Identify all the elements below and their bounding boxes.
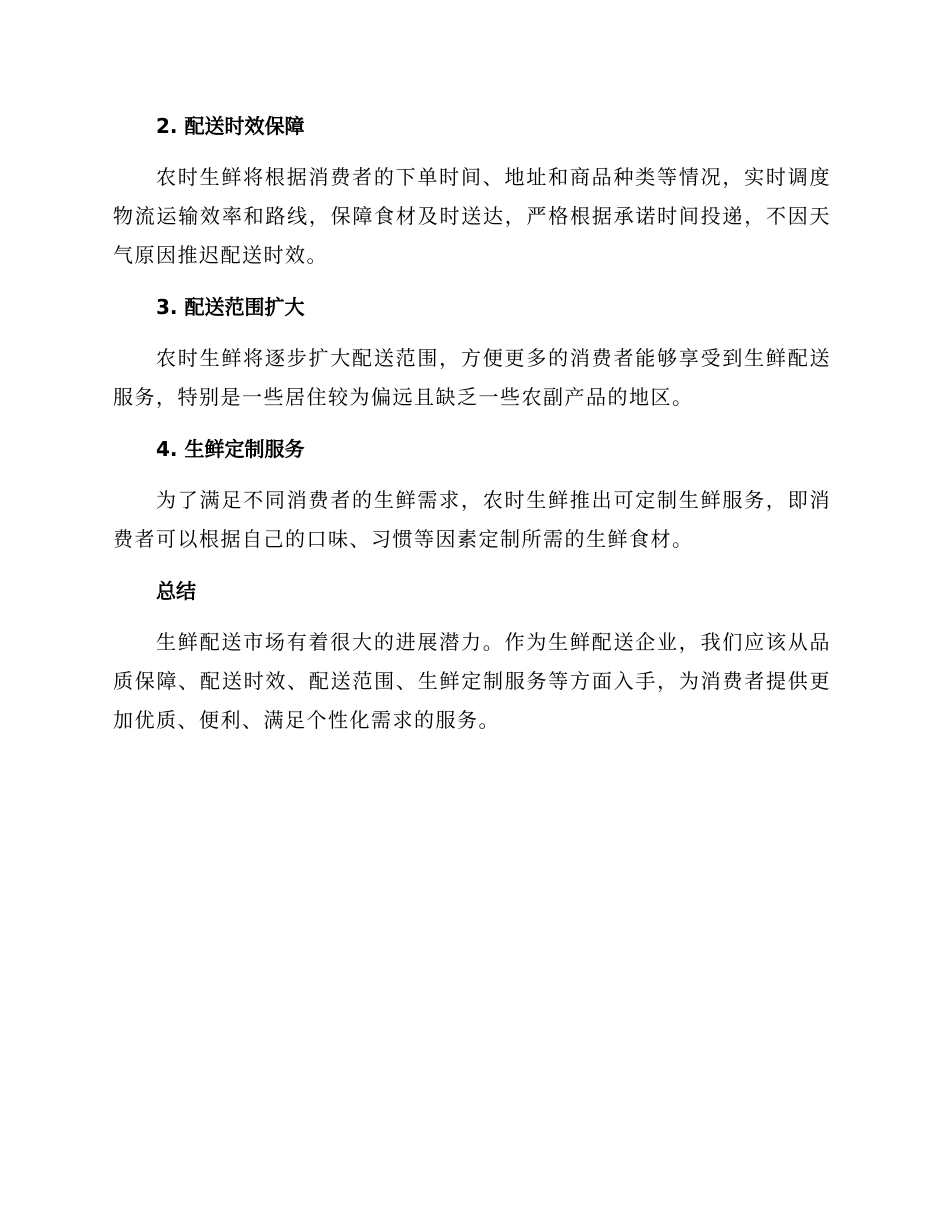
section-delivery-timeliness xyxy=(113,106,831,275)
section-paragraph: 农时生鲜将根据消费者的下单时间、地址和商品种类等情况，实时调度物流运输效率和路线，保障食材及时送达，严格根据承诺时间投递，不因天气原因推迟配送时效。 xyxy=(113,165,831,267)
section-summary xyxy=(113,571,831,740)
document-page xyxy=(113,106,831,752)
section-heading: 2. 配送时效保障 xyxy=(156,114,305,138)
section-paragraph: 农时生鲜将逐步扩大配送范围，方便更多的消费者能够享受到生鲜配送服务，特别是一些居住较为偏远且缺乏一些农副产品的地区。 xyxy=(113,346,831,409)
section-paragraph: 生鲜配送市场有着很大的进展潜力。作为生鲜配送企业，我们应该从品质保障、配送时效、配送范围、生鲜定制服务等方面入手，为消费者提供更加优质、便利、满足个性化需求的服务。 xyxy=(113,630,831,732)
section-custom-service xyxy=(113,429,831,559)
section-paragraph: 为了满足不同消费者的生鲜需求，农时生鲜推出可定制生鲜服务，即消费者可以根据自己的口味、习惯等因素定制所需的生鲜食材。 xyxy=(113,488,831,551)
section-heading: 3. 配送范围扩大 xyxy=(156,295,305,319)
section-heading: 4. 生鲜定制服务 xyxy=(156,437,305,461)
section-delivery-range xyxy=(113,287,831,417)
section-heading: 总结 xyxy=(156,579,196,603)
